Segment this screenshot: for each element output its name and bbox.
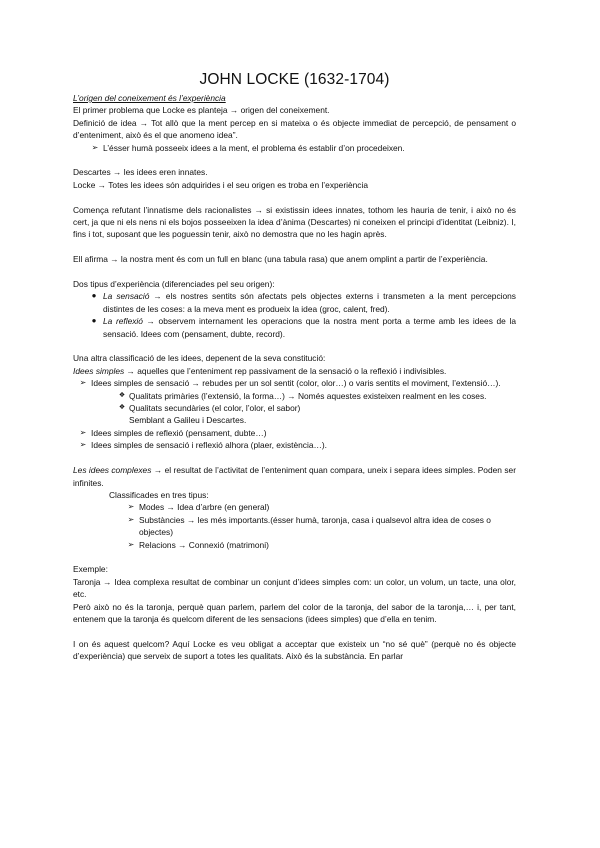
simple-ideas-text: → aquelles que l’enteniment rep passivament de la sensació o la reflexió i indivisibles. — [124, 365, 447, 376]
classification-subitem-text: Qualitats primàries (l’extensió, la forma…) → Només aquestes existeixen realment en les coses. — [129, 390, 487, 401]
arrow-bullet-icon: ➢ — [127, 514, 135, 524]
example-paragraph-2: Però això no és la taronja, perquè quan parlem, parlem del color de la taronja, del sabor de la taronja,… i, per tant, entenem que la taronja és quelcom diferent de les sensacions (idees simples) que d’ella en tenim. — [73, 601, 516, 624]
complex-types-heading: Classificades en tres tipus: — [109, 489, 209, 500]
classification-heading: Una altra classificació de les idees, depenent de la seva constitució: — [73, 353, 326, 364]
complex-type-text: Modes → Idea d’arbre (en general) — [139, 502, 270, 513]
classification-subitem — [73, 402, 516, 414]
arrow-bullet-icon: ➢ — [79, 427, 87, 437]
complex-type-text: Relacions → Connexió (matrimoni) — [139, 539, 269, 550]
complex-ideas-term: Les idees complexes — [73, 465, 152, 476]
classification-item — [73, 439, 516, 451]
descartes-line: Descartes → les idees eren innates. — [73, 167, 208, 178]
complex-type-item — [73, 539, 516, 551]
experience-term: La sensació — [103, 291, 150, 302]
arrow-bullet-icon: ➢ — [79, 378, 87, 388]
experience-heading: Dos tipus d’experiència (diferenciades pel seu origen): — [73, 279, 275, 290]
arrow-bullet-icon: ➢ — [91, 142, 99, 152]
example-paragraph-1: Taronja → Idea complexa resultat de combinar un conjunt d’idees simples com: un color, un volum, un tacte, una olor, etc. — [73, 576, 516, 600]
final-paragraph: I on és aquest quelcom? Aquí Locke es veu obligat a acceptar que existeix un “no sé què” (perquè no és objecte d’experiència) que serveix de suport a totes les qualitats. Això és la substància. En parlar — [73, 638, 516, 662]
locke-line: Locke → Totes les idees són adquirides i el seu origen es troba en l’experiència — [73, 179, 369, 190]
idea-definition: Definició de idea → Tot allò que la ment percep en si mateixa o és objecte immediat de percepció, de pensament o d’enteniment, això és el que anomeno idea”. — [73, 117, 516, 141]
subtitle: L’origen del coneixement és l’experiència — [73, 93, 226, 103]
intro-bullet — [73, 142, 516, 154]
experience-text: → observem internament les operacions que la nostra ment porta a terme amb les idees de la sensació. Idees com (pensament, dubte, record). — [103, 316, 516, 339]
complex-type-item — [73, 514, 516, 539]
experience-item — [73, 290, 516, 315]
complex-type-text: Substàncies → les més importants.(ésser humà, taronja, casa i qualsevol altra idea de coses o objectes) — [139, 514, 491, 538]
simple-ideas-term: Idees simples — [73, 365, 125, 376]
arrow-bullet-icon: ➢ — [127, 539, 135, 549]
classification-subitem — [73, 390, 516, 402]
dot-bullet-icon: ● — [91, 316, 97, 326]
refute-paragraph: Comença refutant l’innatisme dels racionalistes → si existissin idees innates, tothom les hauria de tenir, i això no és cert, ja que ni els nens ni els bojos posseeixen la idea d’ànima (Descartes) ni coneixen el principi d’identitat (Leibniz). I, fins i tot, suposant que les poguessin tenir, això no demostra que no les hagin après. — [73, 204, 516, 240]
example-heading: Exemple: — [73, 564, 108, 575]
experience-item — [73, 315, 516, 340]
experience-term: La reflexió — [103, 316, 143, 327]
classification-item — [73, 427, 516, 439]
galileo-note: Semblant a Galileu i Descartes. — [129, 415, 247, 426]
complex-type-item — [73, 501, 516, 513]
diamond-bullet-icon: ❖ — [118, 404, 126, 412]
classification-item-text: Idees simples de reflexió (pensament, dubte…) — [91, 427, 267, 438]
arrow-bullet-icon: ➢ — [127, 502, 135, 512]
intro-line: El primer problema que Locke es planteja → origen del coneixement. — [73, 105, 330, 116]
classification-item-text: Idees simples de sensació i reflexió alhora (plaer, existència…). — [91, 440, 328, 451]
classification-item-text: Idees simples de sensació → rebudes per un sol sentit (color, olor…) o varis sentits el moviment, l’extensió…). — [91, 378, 501, 389]
dot-bullet-icon: ● — [91, 291, 97, 301]
arrow-bullet-icon: ➢ — [79, 440, 87, 450]
tabula-rasa-paragraph: Ell afirma → la nostra ment és com un full en blanc (una tabula rasa) que anem omplint a partir de l’experiència. — [73, 254, 488, 265]
intro-bullet-text: L’ésser humà posseeix idees a la ment, el problema és establir d’on procedeixen. — [103, 142, 405, 153]
diamond-bullet-icon: ❖ — [118, 391, 126, 399]
classification-item — [73, 377, 516, 389]
complex-ideas-text: → el resultat de l’activitat de l’enteniment quan compara, uneix i separa idees simples. Poden ser infinites. — [73, 465, 516, 488]
classification-subitem-text: Qualitats secundàries (el color, l’olor, el sabor) — [129, 403, 301, 414]
experience-text: → els nostres sentits són afectats pels objectes externs i transmeten a la ment percepcions distintes de les coses: a la meva ment es produeix la idea (groc, calent, fred). — [103, 291, 516, 314]
page-title: JOHN LOCKE (1632-1704) — [199, 71, 390, 88]
